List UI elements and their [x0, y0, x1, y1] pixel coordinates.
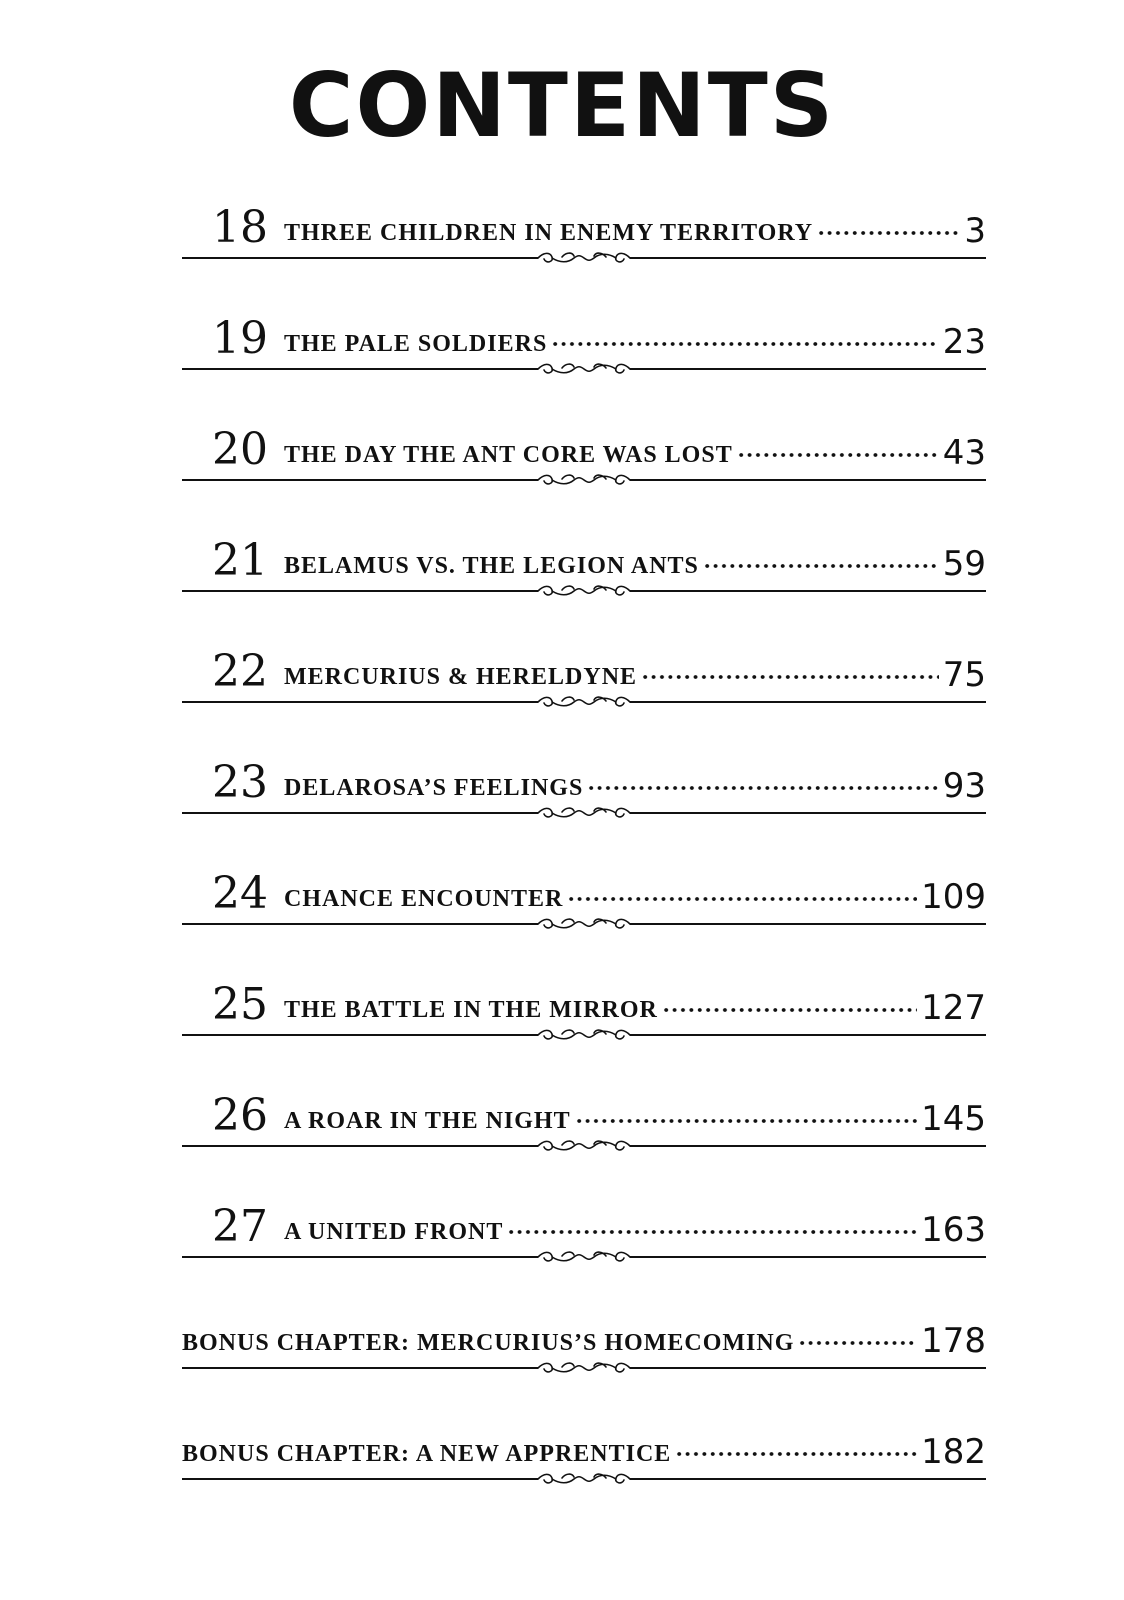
ornamental-divider [182, 470, 986, 490]
chapter-number: 19 [212, 313, 268, 364]
chapter-number: 20 [212, 424, 268, 475]
chapter-title: BELAMUS VS. THE LEGION ANTS [284, 553, 699, 579]
chapter-title: CHANCE ENCOUNTER [284, 886, 564, 912]
chapter-title: THE BATTLE IN THE MIRROR [284, 997, 658, 1023]
page-number: 182 [921, 1432, 986, 1472]
page-number: 43 [942, 433, 986, 473]
toc-entry[interactable] [182, 1078, 986, 1189]
page-number: 59 [942, 544, 986, 584]
dot-leader [675, 1445, 917, 1463]
chapter-title: THE DAY THE ANT CORE WAS LOST [284, 442, 733, 468]
dot-leader [703, 557, 939, 575]
ornamental-divider [182, 1469, 986, 1489]
page-number: 109 [921, 877, 986, 917]
dot-leader [662, 1001, 917, 1019]
dot-leader [641, 668, 939, 686]
chapter-title: THE PALE SOLDIERS [284, 331, 548, 357]
chapter-number: 18 [212, 202, 268, 253]
page-number: 93 [942, 766, 986, 806]
toc-entry-bonus[interactable] [182, 1300, 986, 1411]
dot-leader [817, 224, 960, 242]
page-number: 127 [921, 988, 986, 1028]
dot-leader [567, 890, 917, 908]
toc-entry[interactable] [182, 523, 986, 634]
page-number: 163 [921, 1210, 986, 1250]
dot-leader [507, 1223, 917, 1241]
dot-leader [587, 779, 938, 797]
chapter-title: THREE CHILDREN IN ENEMY TERRITORY [284, 220, 814, 246]
ornamental-divider [182, 581, 986, 601]
page-title: CONTENTS [288, 54, 836, 157]
ornamental-divider [182, 1025, 986, 1045]
dot-leader [551, 335, 938, 353]
chapter-number: 24 [212, 868, 268, 919]
toc-entry-bonus[interactable] [182, 1411, 986, 1522]
chapter-title: MERCURIUS & HERELDYNE [284, 664, 638, 690]
ornamental-divider [182, 914, 986, 934]
ornamental-divider [182, 248, 986, 268]
page-number: 145 [921, 1099, 986, 1139]
chapter-number: 25 [212, 979, 268, 1030]
toc-entry[interactable] [182, 1189, 986, 1300]
ornamental-divider [182, 803, 986, 823]
page-number: 3 [964, 211, 986, 251]
dot-leader [798, 1334, 917, 1352]
chapter-title: DELAROSA’S FEELINGS [284, 775, 584, 801]
ornamental-divider [182, 692, 986, 712]
chapter-number: 22 [212, 646, 268, 697]
chapter-title: BONUS CHAPTER: A NEW APPRENTICE [182, 1441, 672, 1467]
toc-entry[interactable] [182, 967, 986, 1078]
chapter-title: BONUS CHAPTER: MERCURIUS’S HOMECOMING [182, 1330, 795, 1356]
page-number: 178 [921, 1321, 986, 1361]
dot-leader [575, 1112, 917, 1130]
toc-entry[interactable] [182, 190, 986, 301]
toc-entry[interactable] [182, 412, 986, 523]
toc-entry[interactable] [182, 856, 986, 967]
chapter-number: 26 [212, 1090, 268, 1141]
dot-leader [737, 446, 939, 464]
ornamental-divider [182, 1136, 986, 1156]
page-number: 75 [942, 655, 986, 695]
chapter-number: 21 [212, 535, 268, 586]
ornamental-divider [182, 1247, 986, 1267]
chapter-number: 23 [212, 757, 268, 808]
toc-entry[interactable] [182, 745, 986, 856]
chapter-number: 27 [212, 1201, 268, 1252]
toc-entry[interactable] [182, 301, 986, 412]
table-of-contents [182, 190, 986, 1522]
ornamental-divider [182, 1358, 986, 1378]
page-number: 23 [942, 322, 986, 362]
ornamental-divider [182, 359, 986, 379]
toc-entry[interactable] [182, 634, 986, 745]
chapter-title: A ROAR IN THE NIGHT [284, 1108, 571, 1134]
chapter-title: A UNITED FRONT [284, 1219, 504, 1245]
